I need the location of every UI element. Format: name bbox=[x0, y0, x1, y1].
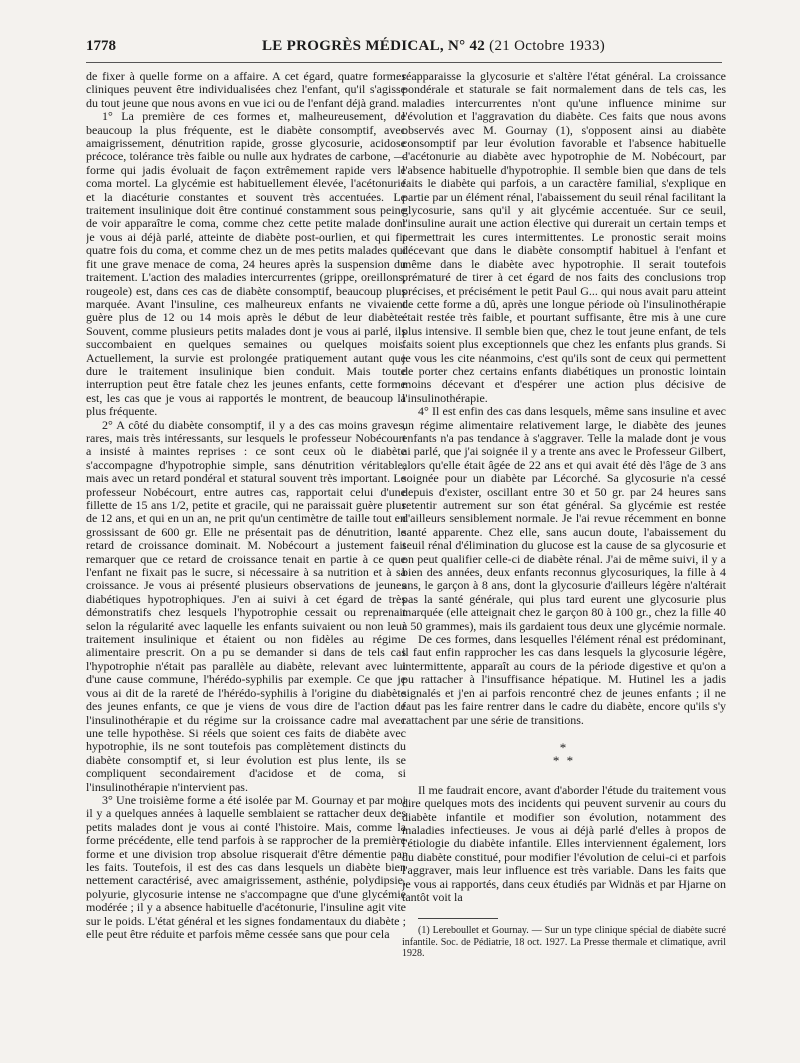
paragraph: réapparaisse la glycosurie et s'altère l'état général. La croissance pondérale et staturale se fait normalement dans de tels cas, les maladies intercurrentes n'ont qu'une influence minime sur l'évolution et l'aggravation du diabète. Ces faits que nous avons observés avec M. Gournay (1), s'opposent ainsi au diabète consomptif par leur évolution favorable et l'absence habituelle d'acétonurie au diabète avec hypotrophie de M. Nobécourt, par l'absence habituelle d'hypotrophie. Il semble bien que dans de tels faits le diabète qui parfois, a un caractère familial, s'explique en partie par un élément rénal, l'abaissement du seuil rénal facilitant la glycosurie, sans qu'il y ait glycémie accentuée. Sur ce seuil, l'insuline aurait une action élective qui durerait un certain temps et permettrait les cures intermittentes. Le pronostic serait moins décevant que dans le diabète consomptif habituel à l'enfant et même dans le diabète avec hypotrophie. Il serait toutefois prématuré de tirer à cet égard de nos faits des conclusions trop précises, et précisément le petit Paul G... qui nous avait paru atteint de cette forme a dû, après une longue période où l'insulinothérapie était restée très faible, et pourtant suffisante, être mis à une cure plus intensive. Il semble bien que, chez le tout jeune enfant, de tels faits soient plus exceptionnels que chez les enfants plus grands. Si je vous les cite néanmoins, c'est qu'ils sont de ceux qui permettent de porter chez certains enfants diabétiques un pronostic lointain moins décevant et d'espérer une action plus décisive de l'insulinothérapie. bbox=[402, 70, 726, 405]
section-separator: * * * bbox=[552, 739, 576, 769]
paragraph: 2° A côté du diabète consomptif, il y a des cas moins graves, rares, mais très intéressants, sur lesquels le professeur Nobécourt a insisté à maintes reprises : ce sont ceux où le diabète s'accompagne d'hypotrophie simple, sans dénutrition véritable, mais avec un retard pondéral et statural souvent très important. Le professeur Nobécourt, entre autres cas, rapportait celui d'une fillette de 15 ans 1/2, petite et gracile, qui ne paraissait guère plus de 12 ans, et qui en un an, ne prit qu'un centimètre de taille tout en grossissant de 600 gr. Elle ne présentait pas de dénutrition, le retard de croissance dominait. M. Nobécourt a justement fait remarquer que ce retard de croissance tenait en partie à ce que l'enfant ne fixait pas le sucre, si nécessaire à sa nutrition et à sa croissance. Je vous ai présenté plusieurs observations de jeunes diabétiques hypotrophiques. J'en ai suivi à cet égard de très démonstratifs chez lesquels l'hypotrophie cessait ou reprenait selon la régularité avec laquelle les enfants suivaient ou non leur traitement insulinique et étaient ou non fidèles au régime alimentaire prescrit. On a pu se demander si dans de tels cas l'hypotrophie n'était pas parallèle au diabète, relevant avec lui d'une cause commune, l'hérédo-syphilis par exemple. Ce que je vous ai dit de la rareté de l'hérédo-syphilis à l'origine du diabète des jeunes enfants, ce que je viens de vous dire de l'action de l'insulinothérapie et du régime sur la croissance cadre mal avec une telle hypothèse. Si réels que soient ces faits de diabète avec hypotrophie, ils ne sont toutefois pas complètement distincts du diabète consomptif et, si leur évolution est plus lente, ils se compliquent secondairement d'acidose et de coma, si l'insulinothérapie n'intervient pas. bbox=[86, 417, 406, 794]
paragraph: 1° La première de ces formes et, malheureusement, de beaucoup la plus fréquente, est le diabète consomptif, avec amaigrissement, dénutrition rapide, grosse glycosurie, acidose précoce, tolérance très faible ou nulle aux hydrates de carbone, — forme qui jadis évoluait de façon extrêmement rapide vers le coma mortel. La glycémie est habituellement élevée, l'acétonurie et la diacéturie constantes et souvent très accentuées. Le traitement insulinique doit être continué constamment sous peine de voir apparaître le coma, comme chez cette petite malade dont je vous ai déjà parlé, atteinte de diabète post-ourlien, et qui fit quatre fois du coma, et comme chez un de mes petits malades qui fit une grave menace de coma, 24 heures après la suspension du traitement. L'action des maladies intercurrentes (grippe, oreillons, rougeole) est, dans ces cas de diabète consomptif, beaucoup plus marquée. Avant l'insuline, ces malheureux enfants ne vivaient guère plus de 12 ou 14 mois après le début de leur diabète. Souvent, comme plusieurs petits malades dont je vous ai parlé, ils succombaient en quelques semaines ou quelques mois. Actuellement, la survie est prolongée pratiquement autant que dure le traitement insulinique bien conduit. Mais toute interruption peut être fatale chez les jeunes enfants, cette forme est, les cas que je vous ai rapportés le montrent, de beaucoup la plus fréquente. bbox=[86, 109, 406, 419]
paragraph: Il me faudrait encore, avant d'aborder l'étude du traitement vous dire quelques mots des incidents qui peuvent survenir au cours du diabète infantile et modifier son évolution, notamment des maladies infectieuses. Je vous ai déjà parlé d'elles à propos de l'étiologie du diabète infantile. Elles interviennent également, lors du diabète constitué, pour modifier l'évolution de celui-ci et parfois l'aggraver, mais leur influence est très variable. Dans les faits que je vous ai rapportés, dans ceux étudiés par Widnäs et par Hjarne on tantôt voit la bbox=[402, 782, 726, 904]
right-column bbox=[402, 70, 726, 1050]
paragraph: 4° Il est enfin des cas dans lesquels, même sans insuline et avec un régime alimentaire relativement large, le diabète des jeunes enfants n'a pas tendance à s'aggraver. Telle la malade dont je vous ai parlé, que j'ai soignée il y a trente ans avec le Professeur Gilbert, alors qu'elle était âgée de 22 ans et qui avait été dès l'âge de 3 ans soignée pour un diabète par Lécorché. Sa glycosurie n'a cessé depuis d'exister, oscillant entre 30 et 50 gr. par 24 heures sans retentir autrement sur son état général. Sa glycémie est restée d'ailleurs sensiblement normale. Je l'ai revue récemment en bonne santé apparente. Chez elle, sans aucun doute, l'abaissement du seuil rénal d'élimination du glucose est la cause de sa glycosurie et on peut qualifier celle-ci de diabète rénal. J'ai de même suivi, il y a bien des années, deux enfants reconnus glycosuriques, la fille à 4 ans, le garçon à 8 ans, dont la glycosurie d'ailleurs légère n'altérait pas la santé générale, qui plus tard eurent une glycosurie plus marquée (elle atteignait chez le garçon 80 à 100 gr., chez la fille 40 à 50 grammes), mais ils gardaient tous deux une glycémie normale. bbox=[402, 404, 726, 633]
journal-title bbox=[262, 38, 605, 55]
journal-name: LE PROGRÈS MÉDICAL, N° 42 bbox=[262, 38, 486, 54]
footnote-rule bbox=[418, 918, 498, 919]
paragraph: 3° Une troisième forme a été isolée par M. Gournay et par moi il y a quelques années à laquelle semblaient se rattacher deux des petits malades dont je vous ai conté l'histoire. Mais, comme la forme précédente, elle tend parfois à se rapprocher de la première forme et une division trop absolue risquerait d'être démentie par les faits. Toutefois, il est des cas dans lesquels un diabète bien nettement caractérisé, avec amaigrissement, asthénie, polydipsie, polyurie, glycosurie intense ne s'accompagne que d'une glycémie modérée ; il y a absence habituelle d'acétonurie, l'insuline agit vite sur le poids. L'état général et les signes fondamentaux du diabète ; elle peut être réduite et parfois même cessée sans que pour cela bbox=[86, 792, 406, 941]
paragraph: de fixer à quelle forme on a affaire. A cet égard, quatre formes cliniques peuvent être individualisées chez l'enfant, qu'il s'agisse du tout jeune que nous avons en vue ici ou de l'enfant déjà grand. bbox=[86, 70, 406, 110]
running-header bbox=[86, 38, 722, 60]
paragraph: De ces formes, dans lesquelles l'élément rénal est prédominant, il faut enfin rapprocher les cas dans lesquels la glycosurie légère, intermittente, apparaît au cours de la période digestive et qu'on a pu rattacher à l'insuffisance hépatique. M. Hutinel les a jadis signalés et j'en ai parfois rencontré chez de jeunes enfants ; il ne faut pas les faire rentrer dans le cadre du diabète, encore qu'ils s'y rattachent par une série de transitions. bbox=[402, 632, 726, 727]
left-column bbox=[86, 70, 406, 1050]
page-number: 1778 bbox=[86, 38, 116, 54]
issue-date: (21 Octobre 1933) bbox=[489, 38, 606, 54]
footnote: (1) Lereboullet et Gournay. — Sur un type clinique spécial de diabète sucré infantile. Soc. de Pédiatrie, 18 oct. 1927. La Presse thermale et climatique, avril 1928. bbox=[402, 925, 726, 960]
header-rule bbox=[86, 62, 722, 63]
